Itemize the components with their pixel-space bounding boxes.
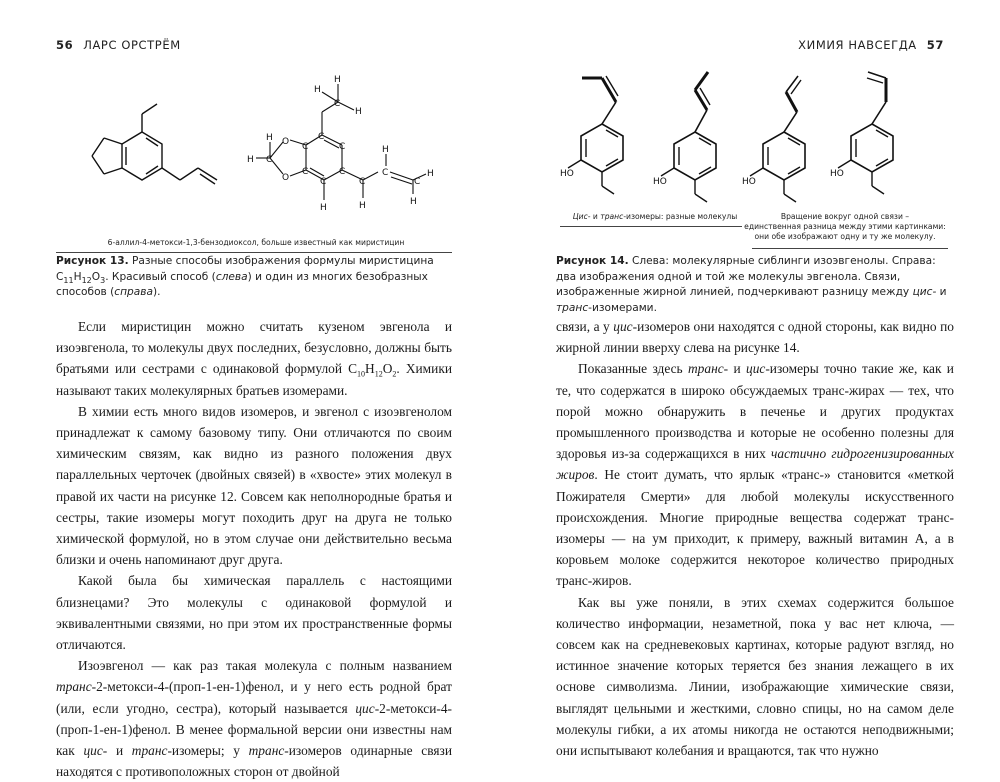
text: и	[590, 212, 601, 221]
svg-text:C: C	[359, 177, 366, 187]
svg-text:H: H	[266, 133, 273, 143]
subscript: 2	[392, 370, 397, 380]
caption-text: ) и один из многих безобразных способов (	[56, 270, 428, 298]
svg-text:H: H	[314, 85, 321, 95]
caption-text: H	[73, 270, 82, 283]
text: -2-метокси-4-(проп-1-ен-1)фенол, и у него есть родной брат (или, если угодно, сестра), который называется	[56, 679, 452, 716]
figure-14-label-left	[560, 212, 750, 222]
figure-13-caption	[56, 254, 456, 301]
svg-text:C: C	[302, 142, 309, 152]
caption-label: Рисунок 14.	[556, 255, 629, 267]
svg-text:H: H	[355, 107, 362, 117]
caption-text: -изомерами.	[588, 301, 657, 314]
svg-text:C: C	[339, 167, 346, 177]
figure-14-rule-left	[560, 226, 742, 227]
svg-text:H: H	[320, 203, 327, 213]
subscript: 10	[357, 370, 366, 380]
book-author: ЛАРС ОРСТРЁМ	[83, 38, 181, 52]
caption-text: Разные способы изображения формулы миристицина C	[56, 255, 434, 283]
page-number: 57	[926, 38, 944, 52]
text: H	[365, 361, 375, 377]
molecule-cis-isoeugenol	[560, 76, 623, 194]
svg-text:C: C	[339, 142, 346, 152]
svg-text:C: C	[302, 167, 309, 177]
text: -2-метокси-4-(проп-1-ен-1)фенол. В менее формальной версии они известны нам как	[56, 700, 452, 759]
caption-text: . Красивый способ (	[105, 270, 216, 283]
caption-text: и	[936, 286, 947, 298]
text: связи, а у	[556, 319, 614, 334]
figure-13-rule	[56, 252, 452, 253]
caption-label: Рисунок 13.	[56, 255, 129, 267]
svg-text:H: H	[382, 145, 389, 155]
ho-label: HO	[742, 177, 756, 187]
italic: цис-	[83, 743, 108, 759]
figure-14-label-right	[740, 212, 950, 242]
text: и	[107, 743, 132, 759]
caption-text: ).	[153, 286, 161, 298]
paragraph	[56, 655, 452, 782]
svg-text:C: C	[382, 168, 389, 178]
ho-label: HO	[653, 177, 667, 187]
text: Изоэвгенол — как раз такая молекула с полным названием	[78, 658, 452, 674]
svg-text:C: C	[414, 177, 421, 187]
caption-italic: справа	[114, 286, 153, 298]
isoeugenol-eugenol-structures	[560, 68, 960, 218]
svg-text:O: O	[282, 173, 290, 183]
italic: цис	[746, 361, 766, 377]
svg-text:H: H	[247, 155, 254, 165]
italic: цис	[355, 700, 375, 716]
paragraph	[556, 358, 954, 591]
text: O	[382, 361, 393, 377]
paragraph: Какой была бы химическая параллель с настоящими близнецами? Это молекулы с одинаковой формулой и эквивалентными связями, но при этом их пространственные формы отличаются.	[56, 573, 452, 653]
text: -изомеров они находятся с одной стороны, как видно по жирной линии вверху слева на рисунке 14.	[556, 319, 955, 356]
subscript: 3	[100, 275, 106, 285]
label-line: они обе изображают одну и ту же молекулу.	[754, 232, 936, 241]
caption-italic: цис-	[912, 286, 937, 298]
label-line: Вращение вокруг одной связи –	[780, 212, 910, 221]
caption-text: Слева: молекулярные сиблинги изоэвгенолы. Справа: два изображения одной и той же молекулы эвгенола. Связи, изображенные жирной линией, подчеркивают разницу между	[556, 255, 936, 298]
molecule-trans-isoeugenol	[653, 72, 716, 202]
svg-text:C: C	[266, 155, 273, 165]
italic: транс-	[688, 361, 729, 377]
text: -изомеры: разные молекулы	[623, 212, 738, 221]
running-head-left	[56, 38, 181, 52]
text: -изомеры точно такие же, как и те, что содержатся в широко обсуждаемых транс-жирах — тех, что порой можно обнаружить в печенье и других продуктах промышленного производства и которые не особенно полезны для здоровья из-за содержащихся в них	[556, 361, 954, 462]
italic: транс	[600, 212, 624, 221]
paragraph	[56, 316, 452, 401]
italic: цис	[613, 319, 633, 334]
svg-text:H: H	[359, 201, 366, 211]
myristicin-skeletal-structure	[62, 92, 232, 212]
svg-text:C: C	[320, 177, 327, 187]
page-number: 56	[56, 38, 74, 52]
text: . Не стоит думать, что ярлык «транс-» становится «меткой Пожирателя Смерти» для любой молекулы искусственного происхождения. Многие природные вещества содержат транс-изомеры — на ум приходит, к примеру, важный витамин А, а в коровьем молоке содержится некоторое количество природных транс-жиров.	[556, 467, 954, 589]
body-text-left	[56, 316, 452, 782]
right-page	[500, 0, 1000, 759]
figure-13-label: 6-аллил-4-метокси-1,3-бензодиоксол, больше известный как миристицин	[107, 238, 405, 247]
label-line: единственная разница между этими картинками:	[744, 222, 946, 231]
italic: Цис-	[572, 212, 591, 221]
text: Если миристицин можно считать кузеном эвгенола и изоэвгенола, то молекулы двух последних, безусловно, должны быть братьями или сестрами с одинаковой формулой C	[56, 319, 452, 377]
text: -изомеры; у	[167, 743, 249, 759]
subscript: 12	[81, 275, 92, 285]
italic: транс	[131, 743, 168, 759]
molecule-eugenol-2	[830, 72, 893, 194]
text: . Химики называют таких молекулярных братьев изомерами.	[56, 361, 452, 398]
svg-text:H: H	[410, 197, 417, 207]
subscript: 11	[63, 275, 74, 285]
svg-text:H: H	[427, 169, 434, 179]
caption-text: O	[91, 270, 101, 283]
paragraph: В химии есть много видов изомеров, и эвгенол с изоэвгенолом принадлежат к самому базовому типу. Они отличаются по своим химическим связям, как видно из разного положения двух параллельных черточек (двойных связей) в «хвосте» этих молекул в правой их части на рисунке 12. Совсем как неполнородные братья и сестры, такие изомеры могут походить друг на друга не только химической формулой, но в этом случае они действительно весьма близки и очень напоминают друг друга.	[56, 403, 452, 568]
myristicin-full-structure	[238, 70, 443, 230]
running-head-right	[798, 38, 944, 52]
ho-label: HO	[560, 169, 574, 179]
text: -изомеров одинарные связи находятся с противоположных сторон от двойной	[56, 743, 452, 780]
figure-14-rule-right	[752, 248, 948, 249]
svg-text:O: O	[282, 137, 290, 147]
italic: транс	[248, 743, 285, 759]
ho-label: HO	[830, 169, 844, 179]
left-page	[0, 0, 500, 780]
svg-text:H: H	[334, 75, 341, 85]
subscript: 12	[374, 370, 383, 380]
molecule-eugenol-1	[742, 76, 805, 202]
paragraph: Как вы уже поняли, в этих схемах содержится большое количество информации, незаметной, пока у вас нет ключа, — совсем как на средневековых картинах, которые радуют взгляд, но истинное значение которых теряется без знания лежащего в их основе символизма. Линии, изображающие химические связи, выглядят цельными и жесткими, словно спицы, но на самом деле молекулы гибки, а их атомы никогда не остаются неподвижными; они испытывают колебания и вращаются, так что нужно	[556, 594, 954, 759]
caption-italic: слева	[215, 270, 248, 283]
text: и	[728, 361, 746, 377]
svg-text:C: C	[318, 132, 325, 142]
book-title: ХИМИЯ НАВСЕГДА	[798, 38, 917, 52]
paragraph	[556, 316, 954, 358]
italic: транс	[56, 679, 92, 695]
figure-14-caption	[556, 254, 954, 316]
caption-italic: транс	[556, 301, 589, 314]
italic: частично гидрогенизированных жиров	[556, 446, 954, 483]
text: Показанные здесь	[578, 361, 689, 377]
body-text-right	[556, 316, 954, 761]
svg-text:C: C	[334, 99, 341, 109]
